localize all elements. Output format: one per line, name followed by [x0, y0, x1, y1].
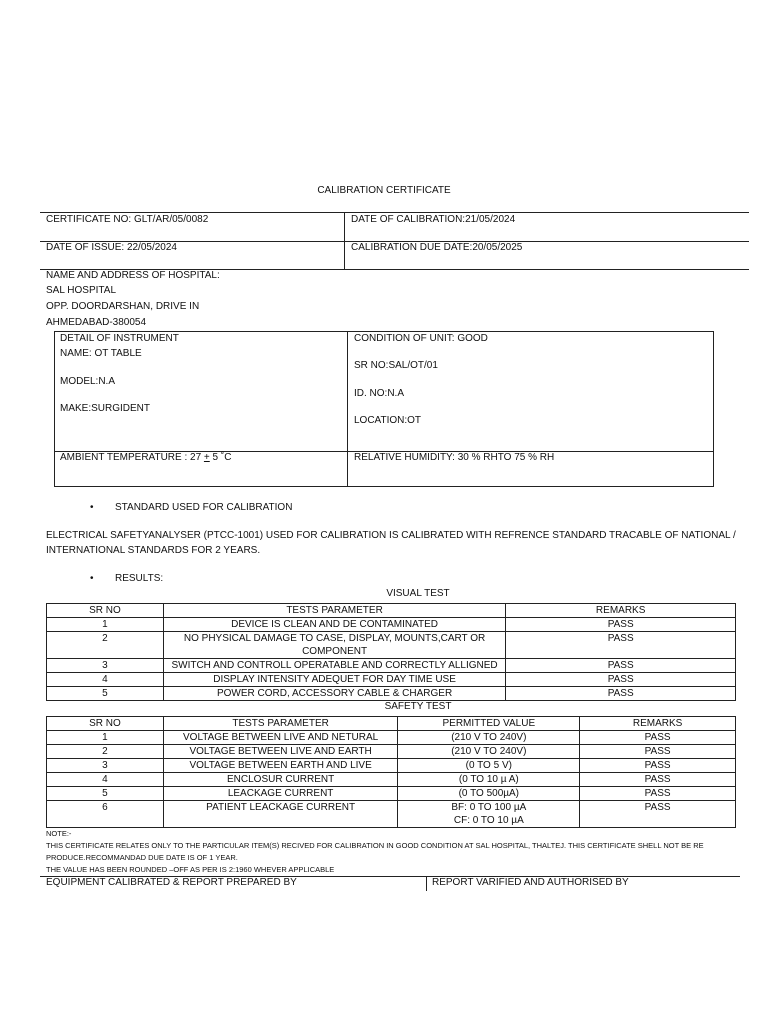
visual-test-title: VISUAL TEST: [386, 588, 450, 599]
visual-test-table: [46, 603, 736, 701]
column-header: PERMITTED VALUE: [398, 717, 580, 731]
table-row: 6 PATIENT LEACKAGE CURRENT BF: 0 TO 100 µA CF: 0 TO 10 µA PASS: [47, 801, 736, 828]
hospital-city: AHMEDABAD-380054: [46, 317, 147, 328]
table-row: 1 VOLTAGE BETWEEN LIVE AND NETURAL (210 V TO 240V) PASS: [47, 731, 736, 745]
table-header-row: [47, 717, 736, 731]
bullet-icon: •: [90, 502, 94, 513]
table-row: 5 POWER CORD, ACCESSORY CABLE & CHARGER PASS: [47, 687, 736, 701]
column-header: REMARKS: [580, 717, 736, 731]
column-header: SR NO: [47, 717, 164, 731]
bullet-icon: •: [90, 573, 94, 584]
date-of-issue: DATE OF ISSUE: 22/05/2024: [46, 242, 177, 253]
note-heading: NOTE:-: [46, 829, 72, 838]
page-title: CALIBRATION CERTIFICATE: [317, 185, 451, 196]
location: LOCATION:OT: [354, 415, 422, 426]
certificate-number: CERTIFICATE NO: GLT/AR/05/0082: [46, 214, 209, 225]
note-line2: PRODUCE.RECOMMANDAD DUE DATE IS OF 1 YEAR.: [46, 853, 238, 862]
footer-divider: [426, 876, 427, 891]
table-row: 1 DEVICE IS CLEAN AND DE CONTAMINATED PASS: [47, 618, 736, 632]
standard-text-line2: INTERNATIONAL STANDARDS FOR 2 YEARS.: [46, 545, 261, 556]
table-row: 3 VOLTAGE BETWEEN EARTH AND LIVE (0 TO 5 V) PASS: [47, 759, 736, 773]
table-row: 5 LEACKAGE CURRENT (0 TO 500µA) PASS: [47, 787, 736, 801]
table-row: 2 VOLTAGE BETWEEN LIVE AND EARTH (210 V TO 240V) PASS: [47, 745, 736, 759]
instrument-make: MAKE:SURGIDENT: [60, 403, 151, 414]
header-top-rule: [40, 212, 749, 213]
ambient-temperature: AMBIENT TEMPERATURE : 27 + 5 ˚C: [60, 452, 232, 463]
standard-heading: STANDARD USED FOR CALIBRATION: [115, 502, 293, 513]
column-header: REMARKS: [506, 604, 736, 618]
column-header: TESTS PARAMETER: [163, 604, 506, 618]
hospital-heading: NAME AND ADDRESS OF HOSPITAL:: [46, 270, 220, 281]
instrument-divider: [347, 331, 348, 487]
column-header: SR NO: [47, 604, 164, 618]
instrument-name: NAME: OT TABLE: [60, 348, 142, 359]
instrument-model: MODEL:N.A: [60, 376, 116, 387]
calibration-due-date: CALIBRATION DUE DATE:20/05/2025: [351, 242, 523, 253]
serial-number: SR NO:SAL/OT/01: [354, 360, 438, 371]
table-row: 3 SWITCH AND CONTROLL OPERATABLE AND CORRECTLY ALLIGNED PASS: [47, 659, 736, 673]
safety-test-title: SAFETY TEST: [384, 701, 452, 712]
results-heading: RESULTS:: [115, 573, 164, 584]
column-header: TESTS PARAMETER: [163, 717, 398, 731]
date-of-calibration: DATE OF CALIBRATION:21/05/2024: [351, 214, 516, 225]
table-row: 2 NO PHYSICAL DAMAGE TO CASE, DISPLAY, MOUNTS,CART OR COMPONENT PASS: [47, 632, 736, 659]
hospital-name: SAL HOSPITAL: [46, 285, 117, 296]
prepared-by-label: EQUIPMENT CALIBRATED & REPORT PREPARED BY: [46, 877, 297, 888]
standard-text-line1: ELECTRICAL SAFETYANALYSER (PTCC-1001) USED FOR CALIBRATION IS CALIBRATED WITH REFRENCE STANDARD TRACABLE OF NATIONAL /: [46, 530, 736, 541]
plus-minus-symbol: +: [203, 452, 210, 463]
table-row: 4 ENCLOSUR CURRENT (0 TO 10 µ A) PASS: [47, 773, 736, 787]
note-line1: THIS CERTIFICATE RELATES ONLY TO THE PARTICULAR ITEM(S) RECIVED FOR CALIBRATION IN GOOD CONDITION AT SAL HOSPITAL, THALTEJ. THIS CERTIFICATE SHELL NOT BE RE: [46, 841, 704, 850]
id-number: ID. NO:N.A: [354, 388, 405, 399]
note-line3: THE VALUE HAS BEEN ROUNDED –OFF AS PER IS 2:1960 WHEVER APPLICABLE: [46, 865, 335, 874]
safety-test-table: [46, 716, 736, 828]
header-divider: [344, 212, 345, 269]
table-header-row: [47, 604, 736, 618]
relative-humidity: RELATIVE HUMIDITY: 30 % RHTO 75 % RH: [354, 452, 555, 463]
authorised-by-label: REPORT VARIFIED AND AUTHORISED BY: [432, 877, 629, 888]
table-row: 4 DISPLAY INTENSITY ADEQUET FOR DAY TIME USE PASS: [47, 673, 736, 687]
instrument-detail-heading: DETAIL OF INSTRUMENT: [60, 333, 179, 344]
hospital-address-line: OPP. DOORDARSHAN, DRIVE IN: [46, 301, 200, 312]
unit-condition: CONDITION OF UNIT: GOOD: [354, 333, 488, 344]
